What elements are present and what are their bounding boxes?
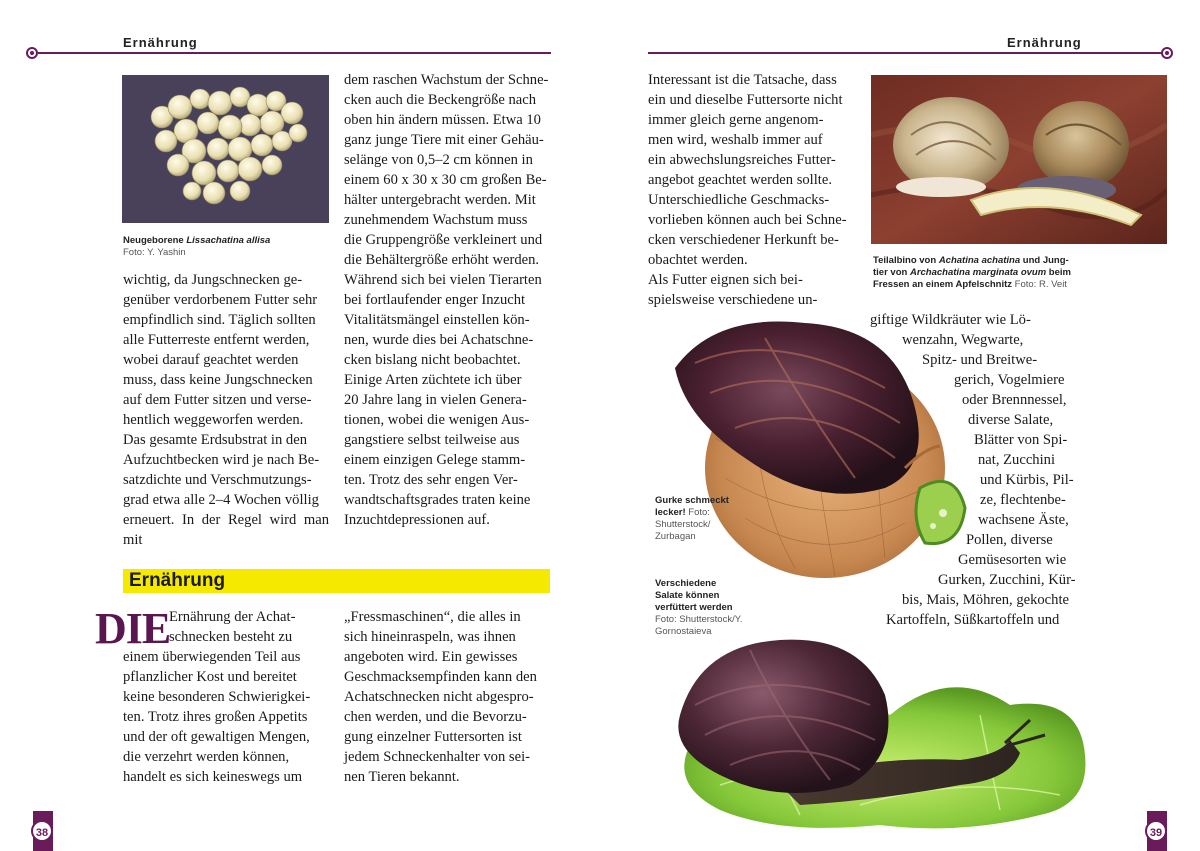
text-line: Unterschiedliche Geschmacks- (648, 192, 830, 208)
text-line: pflanzlicher Kost und bereitet (123, 669, 297, 685)
text-line: sich hineinraspeln, was ihnen (344, 629, 516, 645)
text-line: einem überwiegenden Teil aus (123, 649, 301, 665)
caption-cucumber-credit-a: Foto: (685, 507, 710, 518)
text-line: satzdichte und Verschmutzungs- (123, 472, 312, 488)
text-line: Interessant ist die Tatsache, dass (648, 72, 837, 88)
text-line: empfindlich sind. Täglich sollten (123, 312, 316, 328)
text-line: Während sich bei vielen Tierarten (344, 272, 542, 288)
text-line: zunehmendem Wachstum muss (344, 212, 528, 228)
caption-baby-snails-title (123, 235, 270, 246)
caption-salad-line2: Salate können (655, 590, 720, 601)
text-line: obachtet werden. (648, 252, 748, 268)
text-line: muss, dass keine Jungschnecken (123, 372, 313, 388)
text-line: gangstiere selbst teilweise aus (344, 432, 520, 448)
text-line: die Behältergröße erhöht werden. (344, 252, 540, 268)
text-line: keine besonderen Schwierigkei- (123, 689, 311, 705)
text-line: wandtschaftsgrades traten keine (344, 492, 531, 508)
caption-baby-snails-title-plain: Neugeborene (123, 235, 187, 246)
caption-albino-species-1: Achatina achatina (938, 255, 1021, 266)
text-line: spielsweise verschiedene un- (648, 292, 818, 308)
text-line: angebot geachtet werden sollte. (648, 172, 832, 188)
text-line: wenzahn, Wegwarte, (902, 332, 1024, 348)
text-line: gung einzelner Futtersorten ist (344, 729, 522, 745)
albino-snails-photo (871, 75, 1167, 244)
text-line: tionen, wobei die wenigen Aus- (344, 412, 530, 428)
text-line: Vitalitätsmängel einstellen kön- (344, 312, 530, 328)
caption-cucumber-line2: lecker! (655, 507, 686, 518)
caption-salad-line1: Verschiedene (655, 578, 717, 589)
page-number-right-label: 39 (1145, 820, 1167, 842)
text-line: wachsene Äste, (978, 512, 1069, 528)
caption-baby-snails (123, 235, 333, 259)
text-line: Spitz- und Breitwe- (922, 352, 1038, 368)
text-line: Gurken, Zucchini, Kür- (938, 572, 1076, 588)
text-line: ein und dieselbe Futtersorte nicht (648, 92, 843, 108)
text-line: Pollen, diverse (966, 532, 1053, 548)
text-line: ten. Trotz des sehr engen Ver- (344, 472, 518, 488)
text-line: Gemüsesorten wie (958, 552, 1067, 568)
header-ornament-right (1161, 47, 1173, 59)
text-line: gerich, Vogelmiere (954, 372, 1065, 388)
section-heading-bar (123, 569, 550, 593)
text-line: oder Brennnessel, (962, 392, 1067, 408)
text-line: selänge von 0,5–2 cm können in (344, 152, 533, 168)
page-number-right (1147, 811, 1167, 851)
section-heading: Ernährung (129, 570, 226, 591)
text-line: oben hin ändern müssen. Etwa 10 (344, 112, 541, 128)
text-line: einem einzigen Gelege stamm- (344, 452, 526, 468)
text-line: Blätter von Spi- (974, 432, 1068, 448)
caption-albino-text-5: Fressen an einem Apfelschnitz (873, 279, 1015, 290)
caption-salad-credit-a: Foto: Shutterstock/Y. (655, 614, 743, 625)
text-line: immer gleich gerne angenom- (648, 112, 824, 128)
text-line: ganz junge Tiere mit einer Gehäu- (344, 132, 544, 148)
caption-baby-snails-title-italic: Lissachatina allisa (186, 235, 271, 246)
text-line: Aufzuchtbecken wird je nach Be- (123, 452, 320, 468)
running-head-right: Ernährung (1007, 35, 1082, 50)
page38-section-column2 (344, 607, 550, 787)
text-line: und Kürbis, Pil- (980, 472, 1074, 488)
text-line: chen werden, und die Bevorzu- (344, 709, 527, 725)
text-line: bei fortlaufender enger Inzucht (344, 292, 526, 308)
text-line: ten. Trotz ihres großen Appetits (123, 709, 308, 725)
text-line: alle Futterreste entfernt werden, (123, 332, 310, 348)
text-line: dem raschen Wachstum der Schne- (344, 72, 549, 88)
text-line: wichtig, da Jungschnecken ge- (123, 272, 303, 288)
text-line: Als Futter eignen sich bei- (648, 272, 803, 288)
text-line: angeboten wird. Ein gewisses (344, 649, 518, 665)
text-line: nat, Zucchini (978, 452, 1055, 468)
caption-cucumber-credit-c: Zurbagan (655, 531, 696, 542)
caption-albino-text-3: tier von (873, 267, 910, 278)
text-line: Inzuchtdepressionen auf. (344, 512, 490, 528)
page39-column (648, 70, 854, 310)
text-line: auf dem Futter sitzen und verse- (123, 392, 312, 408)
caption-albino-credit: Foto: R. Veit (1014, 279, 1067, 290)
page-number-left-label: 38 (31, 820, 53, 842)
header-rule-right (648, 52, 1162, 54)
page38-column2 (344, 70, 550, 530)
text-line: die Gruppengröße verkleinert und (344, 232, 543, 248)
text-line: Geschmacksempfinden kann den (344, 669, 537, 685)
caption-salad-credit-b: Gornostaieva (655, 626, 712, 637)
text-line: men wird, weshalb immer auf (648, 132, 823, 148)
text-line: erneuert. In der Regel wird man mit (123, 512, 329, 548)
text-line: diverse Salate, (968, 412, 1054, 428)
text-line: nen, wurde dies bei Achatschne- (344, 332, 534, 348)
text-line: cken auch die Beckengröße nach (344, 92, 537, 108)
caption-albino (873, 255, 1173, 291)
caption-salad (655, 578, 775, 638)
page38-column1 (123, 270, 329, 550)
page39-wrapped-text (870, 310, 1077, 630)
text-line: grad etwa alle 2–4 Wochen völlig (123, 492, 319, 508)
text-line: und der oft gewaltigen Mengen, (123, 729, 310, 745)
text-line: jedem Schneckenhalter von sei- (344, 749, 530, 765)
text-line: ze, flechtenbe- (980, 492, 1066, 508)
text-line: Ernährung der Achat- (169, 609, 296, 625)
caption-salad-line3: verfüttert werden (655, 602, 733, 613)
text-line: cken bislang nicht beobachtet. (344, 352, 521, 368)
caption-cucumber-credit-b: Shutterstock/ (655, 519, 711, 530)
text-line: Kartoffeln, Süßkartoffeln und (886, 612, 1060, 628)
text-line: ein abwechslungsreiches Futter- (648, 152, 836, 168)
text-line: giftige Wildkräuter wie Lö- (870, 312, 1031, 328)
running-head-left: Ernährung (123, 35, 198, 50)
text-line: „Fressmaschinen“, die alles in (344, 609, 521, 625)
page-number-left (33, 811, 53, 851)
text-line: schnecken besteht zu (169, 629, 293, 645)
caption-albino-text-1: Teilalbino von (873, 255, 939, 266)
snail-salad-photo (660, 635, 1095, 835)
text-line: hälter untergebracht werden. Mit (344, 192, 536, 208)
caption-cucumber (655, 495, 755, 543)
caption-albino-species-2: Archachatina marginata ovum (909, 267, 1047, 278)
caption-albino-text-4: beim (1046, 267, 1071, 278)
header-rule-left (38, 52, 551, 54)
text-line: die verzehrt werden können, (123, 749, 290, 765)
text-line: wobei darauf geachtet werden (123, 352, 299, 368)
text-line: genüber verdorbenem Futter sehr (123, 292, 318, 308)
text-line: handelt es sich keineswegs um (123, 769, 303, 785)
text-line: vorlieben können auch bei Schne- (648, 212, 847, 228)
text-line: Einige Arten züchtete ich über (344, 372, 522, 388)
text-line: cken verschiedener Herkunft be- (648, 232, 839, 248)
text-line: 20 Jahre lang in vielen Genera- (344, 392, 527, 408)
text-line: hentlich weggeworfen werden. (123, 412, 304, 428)
caption-cucumber-line1: Gurke schmeckt (655, 495, 729, 506)
text-line: bis, Mais, Möhren, gekochte (902, 592, 1069, 608)
text-line: Das gesamte Erdsubstrat in den (123, 432, 307, 448)
baby-snails-photo (122, 75, 329, 223)
header-ornament-left (26, 47, 38, 59)
text-line: einem 60 x 30 x 30 cm großen Be- (344, 172, 547, 188)
caption-albino-text-2: und Jung- (1020, 255, 1069, 266)
caption-baby-snails-credit: Foto: Y. Yashin (123, 247, 186, 258)
drop-cap: DIE (95, 604, 171, 653)
text-line: Achatschnecken nicht abgespro- (344, 689, 534, 705)
text-line: nen Tieren bekannt. (344, 769, 460, 785)
page38-section-column1 (123, 607, 329, 787)
